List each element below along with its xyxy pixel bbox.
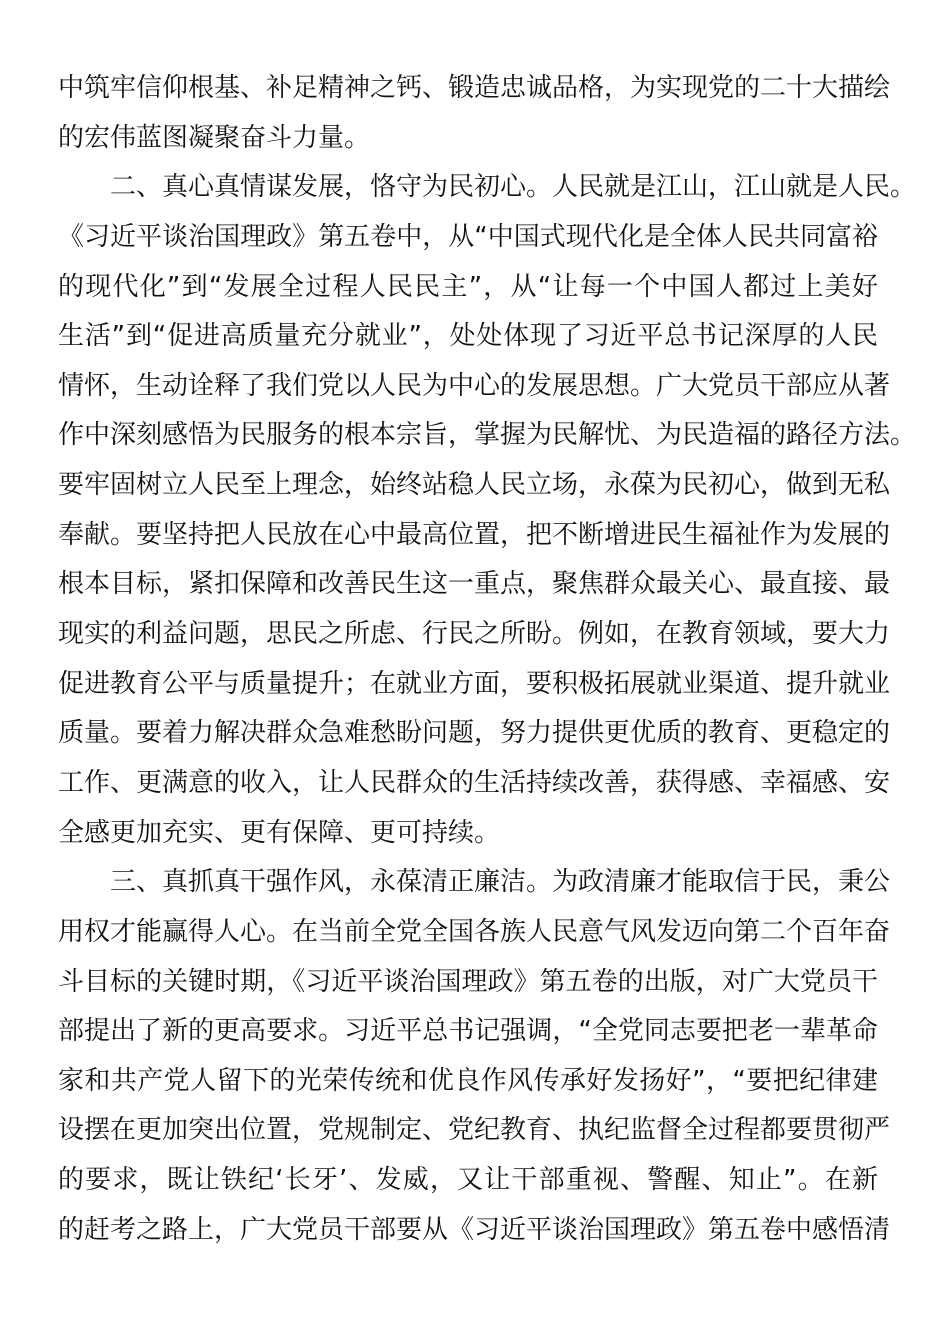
text-line: 情怀，生动诠释了我们党以人民为中心的发展思想。广大党员干部应从著 bbox=[58, 370, 891, 401]
text-line: 设摆在更加突出位置，党规制定、党纪教育、执纪监督全过程都要贯彻严 bbox=[58, 1115, 891, 1146]
text-line: 的宏伟蓝图凝聚奋斗力量。 bbox=[58, 122, 371, 153]
text-line: 的要求，既让铁纪‘长牙’、发威，又让干部重视、警醒、知止”。在新 bbox=[58, 1165, 878, 1196]
text-line: 促进教育公平与质量提升；在就业方面，要积极拓展就业渠道、提升就业 bbox=[58, 668, 891, 699]
text-line: 用权才能赢得人心。在当前全党全国各族人民意气风发迈向第二个百年奋 bbox=[58, 916, 891, 947]
text-line: 生活”到“促进高质量充分就业”，处处体现了习近平总书记深厚的人民 bbox=[58, 321, 878, 352]
section-heading-line: 二、真心真情谋发展，恪守为民初心。人民就是江山，江山就是人民。 bbox=[110, 172, 917, 203]
text-line: 奉献。要坚持把人民放在心中最高位置，把不断增进民生福祉作为发展的 bbox=[58, 519, 891, 550]
text-line: 要牢固树立人民至上理念，始终站稳人民立场，永葆为民初心，做到无私 bbox=[58, 470, 891, 501]
text-line: 工作、更满意的收入，让人民群众的生活持续改善，获得感、幸福感、安 bbox=[58, 767, 891, 798]
text-line: 根本目标，紧扣保障和改善民生这一重点，聚焦群众最关心、最直接、最 bbox=[58, 569, 891, 600]
text-line: 中筑牢信仰根基、补足精神之钙、锻造忠诚品格，为实现党的二十大描绘 bbox=[58, 73, 891, 103]
text-line: 斗目标的关键时期，《习近平谈治国理政》第五卷的出版，对广大党员干 bbox=[58, 966, 878, 997]
body-text bbox=[58, 64, 917, 1255]
text-line: 全感更加充实、更有保障、更可持续。 bbox=[58, 817, 501, 848]
text-line: 作中深刻感悟为民服务的根本宗旨，掌握为民解忧、为民造福的路径方法。 bbox=[58, 420, 917, 451]
text-line: 的现代化”到“发展全过程人民民主”，从“让每一个中国人都过上美好 bbox=[58, 271, 878, 302]
text-line: 现实的利益问题，思民之所虑、行民之所盼。例如，在教育领域，要大力 bbox=[58, 619, 891, 650]
text-line: 《习近平谈治国理政》第五卷中，从“中国式现代化是全体人民共同富裕 bbox=[58, 221, 878, 252]
text-line: 的赶考之路上，广大党员干部要从《习近平谈治国理政》第五卷中感悟清 bbox=[58, 1214, 891, 1245]
section-heading-line: 三、真抓真干强作风，永葆清正廉洁。为政清廉才能取信于民，秉公 bbox=[110, 867, 891, 898]
text-line: 家和共产党人留下的光荣传统和优良作风传承好发扬好”，“要把纪律建 bbox=[58, 1065, 878, 1096]
text-line: 质量。要着力解决群众急难愁盼问题，努力提供更优质的教育、更稳定的 bbox=[58, 718, 891, 749]
text-line: 部提出了新的更高要求。习近平总书记强调，“全党同志要把老一辈革命 bbox=[58, 1016, 878, 1047]
